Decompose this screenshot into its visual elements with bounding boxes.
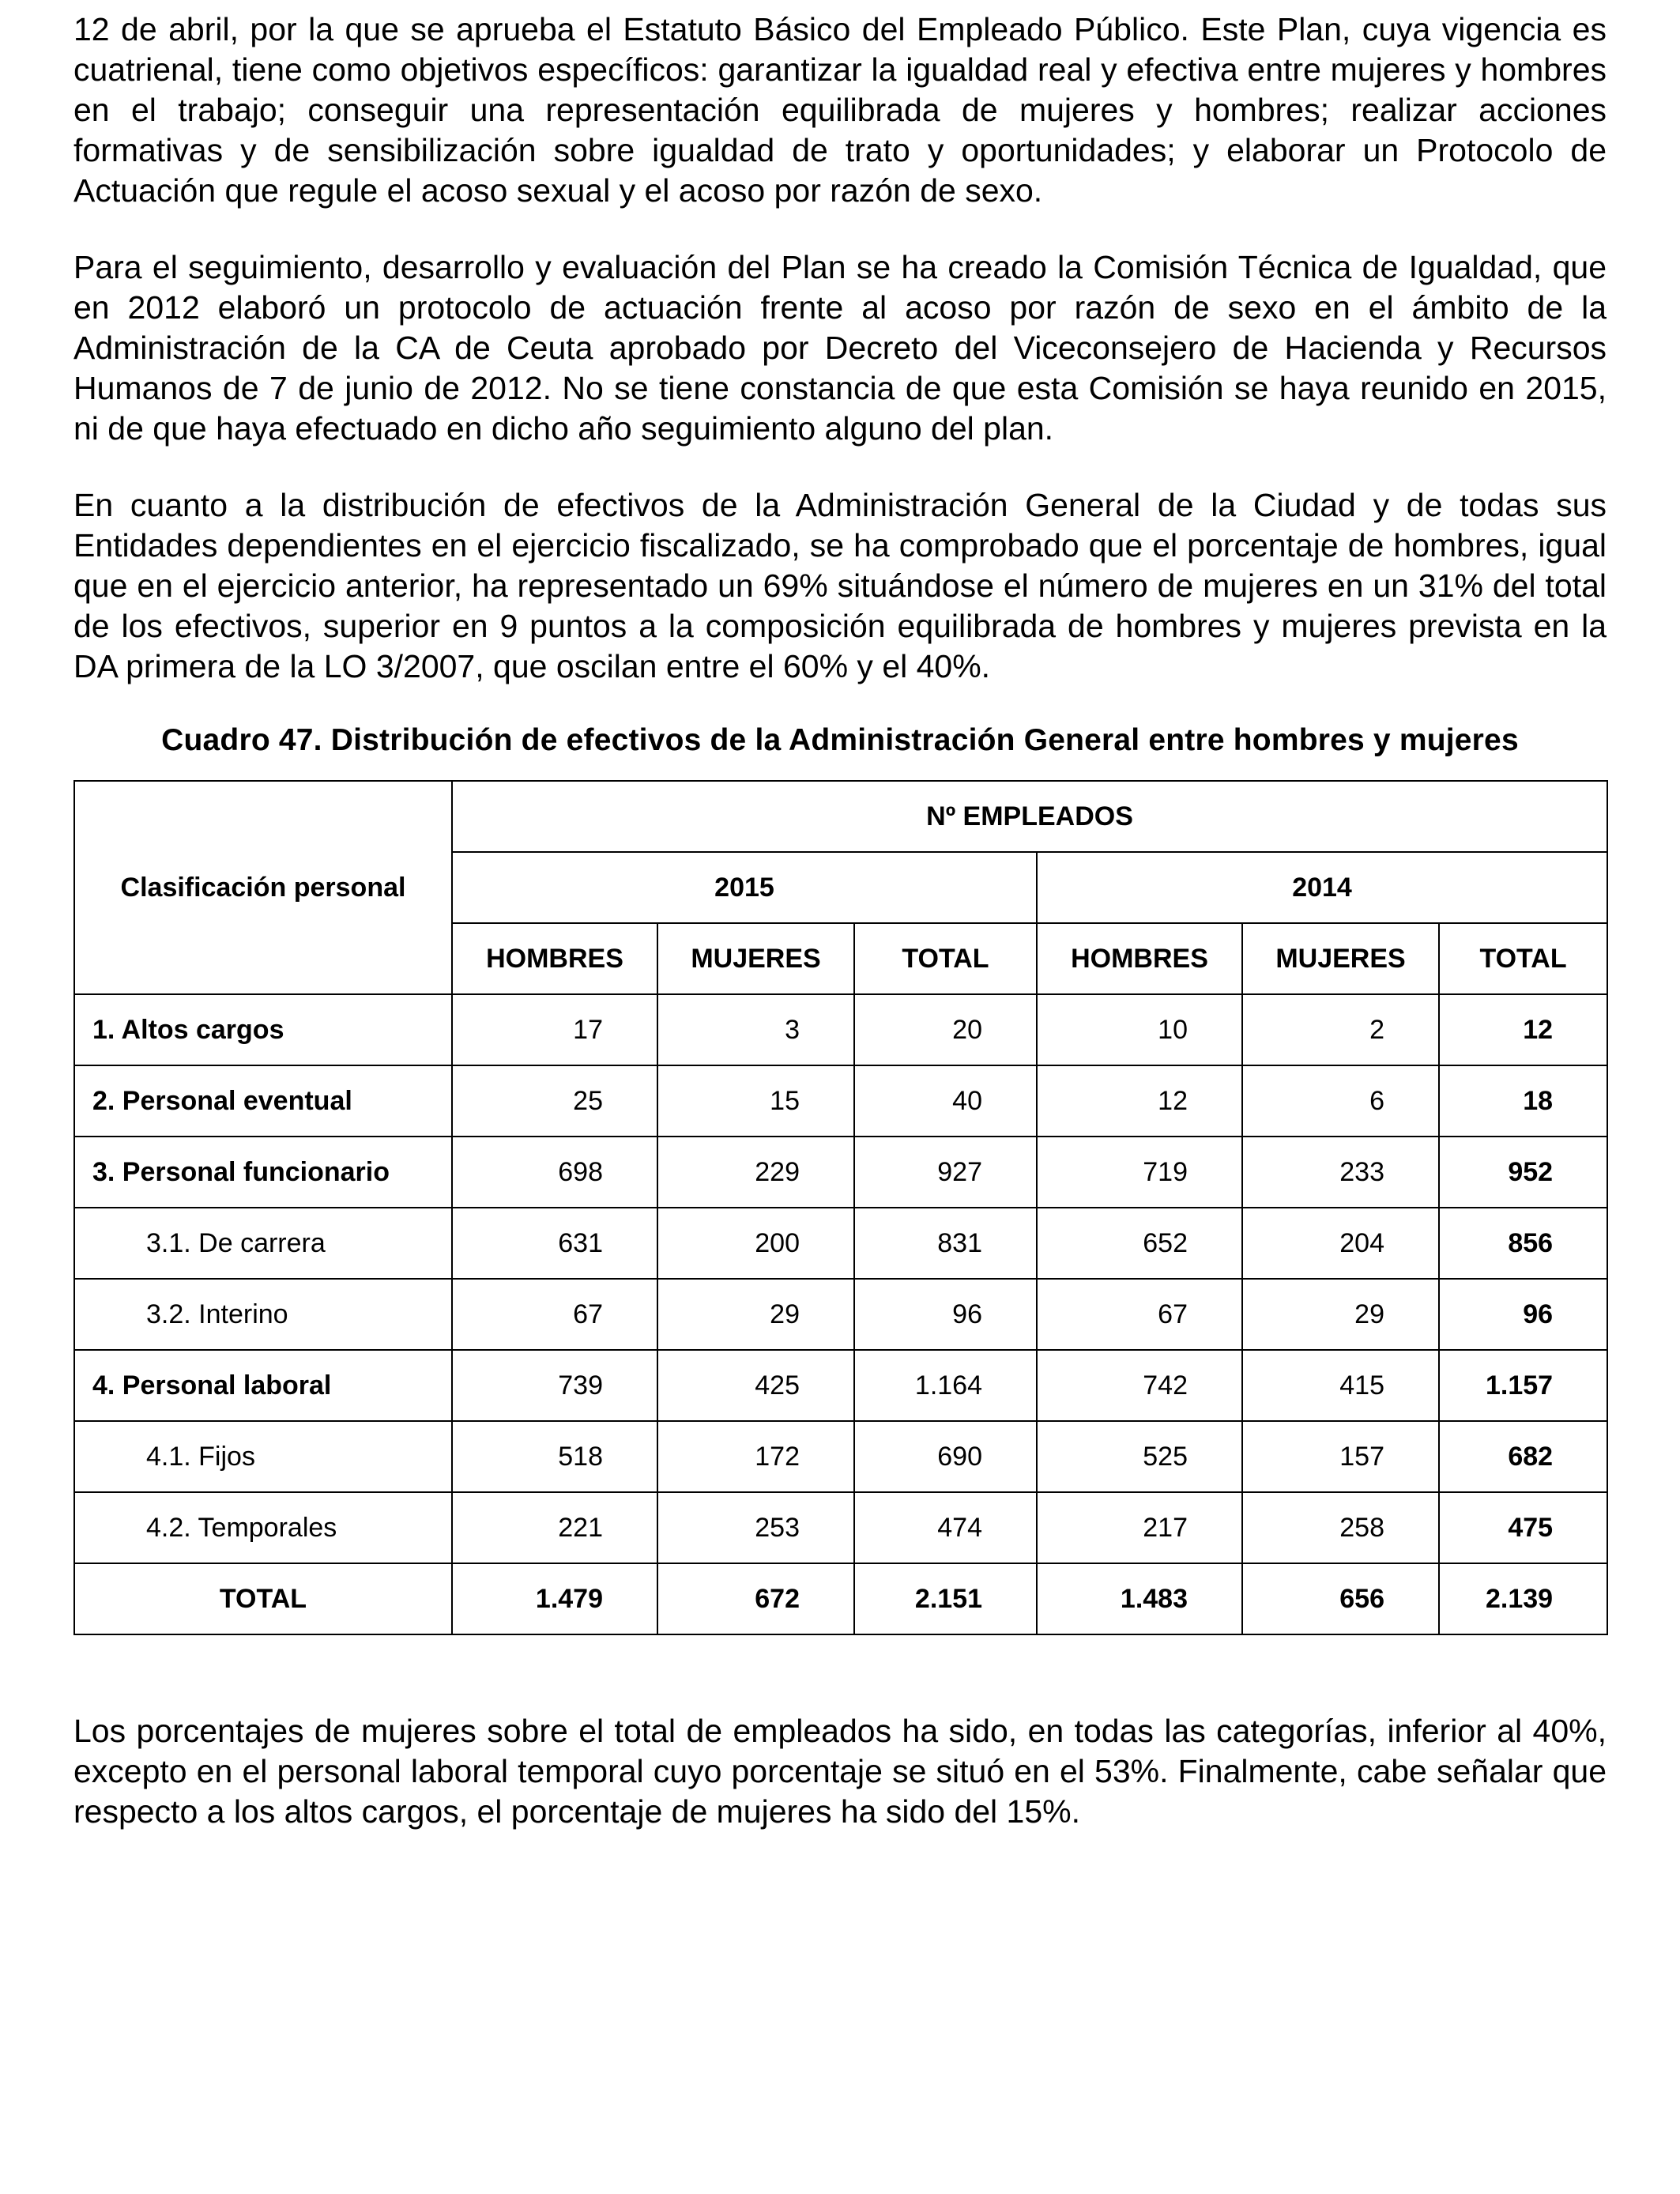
cell-hombres-2014: 1.483 (1037, 1563, 1242, 1634)
header-total-2014: TOTAL (1439, 923, 1607, 994)
cell-mujeres-2014: 415 (1242, 1350, 1439, 1421)
header-mujeres-2014: MUJERES (1242, 923, 1439, 994)
cell-mujeres-2014: 656 (1242, 1563, 1439, 1634)
cell-total-2015: 690 (854, 1421, 1037, 1492)
row-label: 3. Personal funcionario (74, 1137, 452, 1208)
cell-total-2015: 20 (854, 994, 1037, 1065)
cell-mujeres-2014: 157 (1242, 1421, 1439, 1492)
paragraph-comision-tecnica: Para el seguimiento, desarrollo y evaluación del Plan se ha creado la Comisión Técnica de Igualdad, que en 2012 elaboró un protocolo de actuación frente al acoso por razón de sexo en el ámbito de la Administración de la CA de Ceuta aprobado por Decreto del Viceconsejero de Hacienda y Recursos Humanos de 7 de junio de 2012. No se tiene constancia de que esta Comisión se haya reunido en 2015, ni de que haya efectuado en dicho año seguimiento alguno del plan. (73, 249, 1607, 447)
cell-total-2014: 1.157 (1439, 1350, 1607, 1421)
cell-hombres-2014: 742 (1037, 1350, 1242, 1421)
row-label: 4.2. Temporales (74, 1492, 452, 1563)
cell-hombres-2014: 10 (1037, 994, 1242, 1065)
cell-hombres-2015: 25 (452, 1065, 657, 1137)
table-row (74, 1492, 1607, 1563)
header-hombres-2015: HOMBRES (452, 923, 657, 994)
table-row (74, 1350, 1607, 1421)
cell-hombres-2014: 12 (1037, 1065, 1242, 1137)
cell-mujeres-2014: 6 (1242, 1065, 1439, 1137)
cell-total-2014: 96 (1439, 1279, 1607, 1350)
cell-mujeres-2015: 425 (657, 1350, 854, 1421)
header-year-2014: 2014 (1037, 852, 1607, 923)
paragraph-distribucion-efectivos: En cuanto a la distribución de efectivos de la Administración General de la Ciudad y de todas sus Entidades dependientes en el ejercicio fiscalizado, se ha comprobado que el porcentaje de hombres, igual que en el ejercicio anterior, ha representado un 69% situándose el número de mujeres en un 31% del total de los efectivos, superior en 9 puntos a la composición equilibrada de hombres y mujeres prevista en la DA primera de la LO 3/2007, que oscilan entre el 60% y el 40%. (73, 487, 1607, 684)
cell-mujeres-2015: 253 (657, 1492, 854, 1563)
header-mujeres-2015: MUJERES (657, 923, 854, 994)
cell-total-2015: 96 (854, 1279, 1037, 1350)
table-row-total (74, 1563, 1607, 1634)
paragraph-plan-objectives: 12 de abril, por la que se aprueba el Estatuto Básico del Empleado Público. Este Plan, cuya vigencia es cuatrienal, tiene como objetivos específicos: garantizar la igualdad real y efectiva entre mujeres y hombres en el trabajo; conseguir una representación equilibrada de mujeres y hombres; realizar acciones formativas y de sensibilización sobre igualdad de trato y oportunidades; y elaborar un Protocolo de Actuación que regule el acoso sexual y el acoso por razón de sexo. (73, 11, 1607, 209)
table-row (74, 994, 1607, 1065)
cell-hombres-2015: 67 (452, 1279, 657, 1350)
cell-total-2014: 856 (1439, 1208, 1607, 1279)
cell-mujeres-2014: 258 (1242, 1492, 1439, 1563)
cell-total-2014: 952 (1439, 1137, 1607, 1208)
cell-mujeres-2015: 200 (657, 1208, 854, 1279)
cell-total-2014: 2.139 (1439, 1563, 1607, 1634)
cell-hombres-2014: 652 (1037, 1208, 1242, 1279)
cell-mujeres-2014: 233 (1242, 1137, 1439, 1208)
cell-total-2015: 831 (854, 1208, 1037, 1279)
cell-hombres-2014: 525 (1037, 1421, 1242, 1492)
cell-mujeres-2014: 204 (1242, 1208, 1439, 1279)
row-label: 3.1. De carrera (74, 1208, 452, 1279)
cell-mujeres-2015: 15 (657, 1065, 854, 1137)
cell-hombres-2014: 719 (1037, 1137, 1242, 1208)
row-label-total: TOTAL (74, 1563, 452, 1634)
row-label: 3.2. Interino (74, 1279, 452, 1350)
cell-mujeres-2015: 29 (657, 1279, 854, 1350)
header-hombres-2014: HOMBRES (1037, 923, 1242, 994)
header-clasificacion-personal: Clasificación personal (74, 781, 452, 994)
cell-hombres-2015: 1.479 (452, 1563, 657, 1634)
table-row (74, 1065, 1607, 1137)
header-year-2015: 2015 (452, 852, 1037, 923)
cell-total-2014: 12 (1439, 994, 1607, 1065)
cell-total-2014: 475 (1439, 1492, 1607, 1563)
table-row (74, 1421, 1607, 1492)
cell-hombres-2015: 739 (452, 1350, 657, 1421)
cell-hombres-2015: 17 (452, 994, 657, 1065)
table-row (74, 1279, 1607, 1350)
header-n-empleados: Nº EMPLEADOS (452, 781, 1607, 852)
cell-hombres-2015: 221 (452, 1492, 657, 1563)
row-label: 4. Personal laboral (74, 1350, 452, 1421)
cell-hombres-2014: 67 (1037, 1279, 1242, 1350)
cell-total-2015: 2.151 (854, 1563, 1037, 1634)
cell-total-2015: 927 (854, 1137, 1037, 1208)
cell-total-2015: 40 (854, 1065, 1037, 1137)
cell-total-2014: 18 (1439, 1065, 1607, 1137)
row-label: 4.1. Fijos (74, 1421, 452, 1492)
cell-hombres-2015: 698 (452, 1137, 657, 1208)
table-row (74, 1137, 1607, 1208)
cell-hombres-2015: 631 (452, 1208, 657, 1279)
header-total-2015: TOTAL (854, 923, 1037, 994)
cell-mujeres-2014: 29 (1242, 1279, 1439, 1350)
cell-mujeres-2015: 672 (657, 1563, 854, 1634)
cell-mujeres-2015: 172 (657, 1421, 854, 1492)
table-row (74, 1208, 1607, 1279)
cell-mujeres-2015: 229 (657, 1137, 854, 1208)
cell-hombres-2014: 217 (1037, 1492, 1242, 1563)
row-label: 1. Altos cargos (74, 994, 452, 1065)
cell-total-2014: 682 (1439, 1421, 1607, 1492)
cell-mujeres-2014: 2 (1242, 994, 1439, 1065)
paragraph-porcentajes-mujeres: Los porcentajes de mujeres sobre el total de empleados ha sido, en todas las categorías, inferior al 40%, excepto en el personal laboral temporal cuyo porcentaje se situó en el 53%. Finalmente, cabe señalar que respecto a los altos cargos, el porcentaje de mujeres ha sido del 15%. (73, 1713, 1607, 1830)
employees-table (73, 780, 1608, 1635)
document-page (73, 9, 1607, 1868)
table-caption: Cuadro 47. Distribución de efectivos de la Administración General entre hombres y mujeres (161, 723, 1519, 757)
cell-hombres-2015: 518 (452, 1421, 657, 1492)
cell-total-2015: 474 (854, 1492, 1037, 1563)
cell-total-2015: 1.164 (854, 1350, 1037, 1421)
row-label: 2. Personal eventual (74, 1065, 452, 1137)
cell-mujeres-2015: 3 (657, 994, 854, 1065)
